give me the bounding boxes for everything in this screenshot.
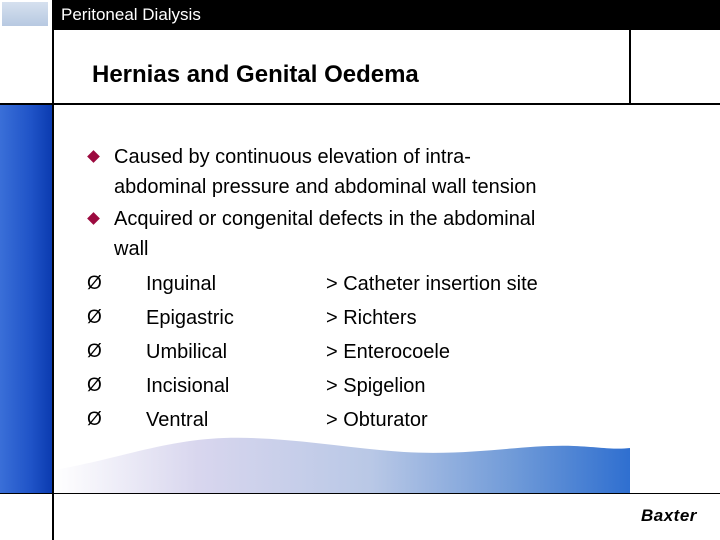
arrow-bullet-icon: Ø (87, 409, 102, 430)
footer-divider (0, 493, 720, 494)
bullet-diamond-icon (87, 212, 100, 225)
item-left: Ventral (146, 409, 209, 431)
arrow-bullet-icon: Ø (87, 273, 102, 294)
item-left: Incisional (146, 375, 230, 397)
bullet-2-line-1: Acquired or congenital defects in the abdominal (114, 208, 536, 230)
baxter-logo: Baxter (641, 506, 697, 525)
item-right: > Obturator (326, 409, 428, 431)
right-divider (629, 30, 631, 104)
bullet-2-line-2: wall (114, 238, 149, 260)
item-right: > Enterocoele (326, 341, 450, 363)
bullet-1-line-2: abdominal pressure and abdominal wall tension (114, 176, 537, 198)
title-divider (0, 103, 720, 105)
arrow-bullet-icon: Ø (87, 307, 102, 328)
item-left: Epigastric (146, 307, 234, 329)
header-bar (0, 0, 720, 30)
item-right: > Catheter insertion site (326, 273, 538, 295)
arrow-bullet-icon: Ø (87, 375, 102, 396)
header-tab (0, 0, 54, 30)
arrow-bullet-icon: Ø (87, 341, 102, 362)
slide-content (0, 140, 720, 440)
item-right: > Richters (326, 307, 417, 329)
bullet-1-line-1: Caused by continuous elevation of intra- (114, 146, 471, 168)
item-left: Inguinal (146, 273, 217, 295)
slide-title: Hernias and Genital Oedema (92, 61, 419, 88)
deck-title: Peritoneal Dialysis (61, 5, 201, 24)
item-left: Umbilical (146, 341, 228, 363)
bullet-diamond-icon (87, 150, 100, 163)
item-right: > Spigelion (326, 375, 426, 397)
